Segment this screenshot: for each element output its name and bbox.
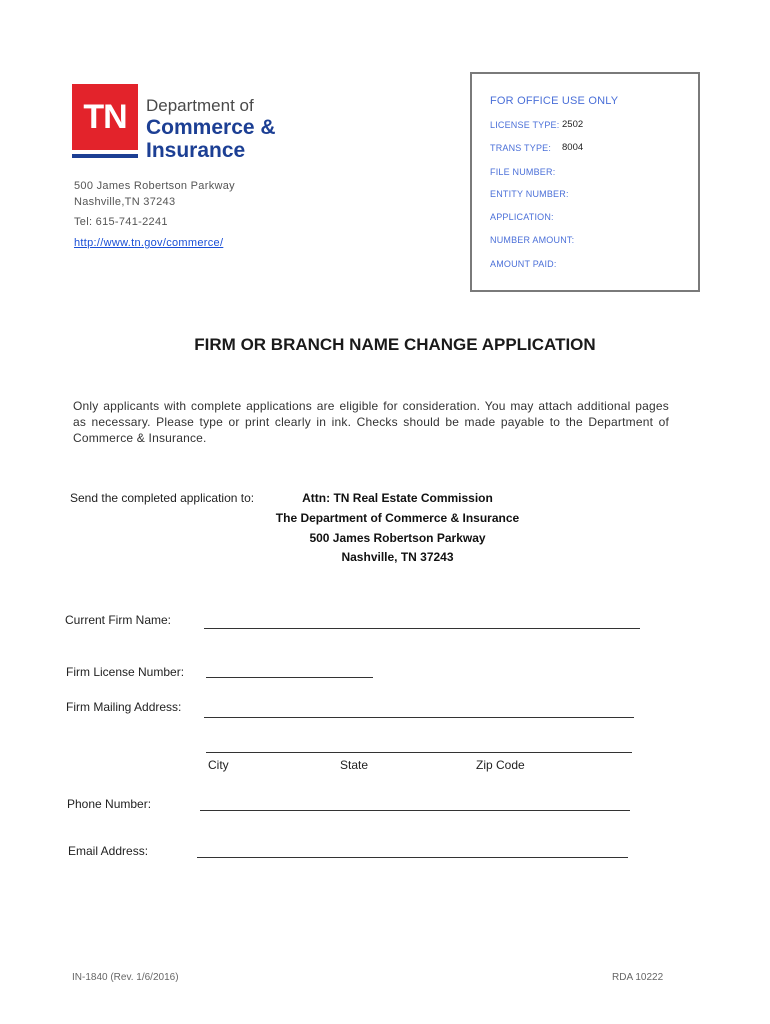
- contact-street: 500 James Robertson Parkway: [74, 180, 235, 192]
- entity-number-label: ENTITY NUMBER:: [490, 189, 569, 199]
- email-address-label: Email Address:: [68, 844, 149, 858]
- logo-department-text: Department of: [146, 96, 254, 115]
- trans-type-label: TRANS TYPE:: [490, 143, 552, 153]
- current-firm-name-label: Current Firm Name:: [65, 613, 172, 627]
- trans-type-value: 8004: [562, 142, 584, 153]
- firm-license-number-field[interactable]: [206, 677, 373, 678]
- logo-commerce-text: Commerce &: [146, 116, 276, 139]
- intro-paragraph: Only applicants with complete applications are eligible for consideration. You may attach additional pages as necessary. Please type or print clearly in ink. Checks should be made payable to the Department of Commerce & Insurance.: [73, 399, 669, 445]
- send-to-label: Send the completed application to:: [70, 491, 255, 505]
- firm-license-number-label: Firm License Number:: [66, 665, 185, 679]
- contact-tel: Tel: 615-741-2241: [74, 216, 168, 228]
- send-dept-line: The Department of Commerce & Insurance: [275, 511, 520, 525]
- firm-mailing-address-label: Firm Mailing Address:: [66, 700, 182, 714]
- send-city-line: Nashville, TN 37243: [341, 550, 454, 564]
- city-state-zip-field[interactable]: [206, 752, 632, 753]
- phone-number-field[interactable]: [200, 810, 630, 811]
- send-street-line: 500 James Robertson Parkway: [309, 531, 486, 545]
- email-address-field[interactable]: [197, 857, 628, 858]
- firm-mailing-address-field[interactable]: [204, 717, 634, 718]
- city-label: City: [208, 758, 229, 772]
- amount-paid-label: AMOUNT PAID:: [490, 259, 557, 269]
- file-number-label: FILE NUMBER:: [490, 167, 556, 177]
- office-use-title: FOR OFFICE USE ONLY: [490, 95, 619, 107]
- form-id-footer: IN-1840 (Rev. 1/6/2016): [72, 972, 179, 983]
- logo-insurance-text: Insurance: [146, 139, 246, 162]
- contact-city: Nashville,TN 37243: [74, 196, 176, 208]
- form-title: FIRM OR BRANCH NAME CHANGE APPLICATION: [194, 335, 596, 354]
- current-firm-name-field[interactable]: [204, 628, 640, 629]
- zip-code-label: Zip Code: [476, 758, 525, 772]
- tn-logo-mark: [72, 84, 138, 150]
- number-amount-label: NUMBER AMOUNT:: [490, 235, 575, 245]
- send-attn-line: Attn: TN Real Estate Commission: [302, 491, 493, 505]
- phone-number-label: Phone Number:: [67, 797, 152, 811]
- commerce-website-link[interactable]: http://www.tn.gov/commerce/: [74, 237, 224, 249]
- license-type-value: 2502: [562, 119, 584, 130]
- rda-code-footer: RDA 10222: [612, 972, 664, 983]
- logo-underline: [72, 154, 138, 158]
- application-label: APPLICATION:: [490, 212, 554, 222]
- license-type-label: LICENSE TYPE:: [490, 120, 560, 130]
- state-label: State: [340, 758, 369, 772]
- logo-mark-text: TN: [83, 98, 127, 136]
